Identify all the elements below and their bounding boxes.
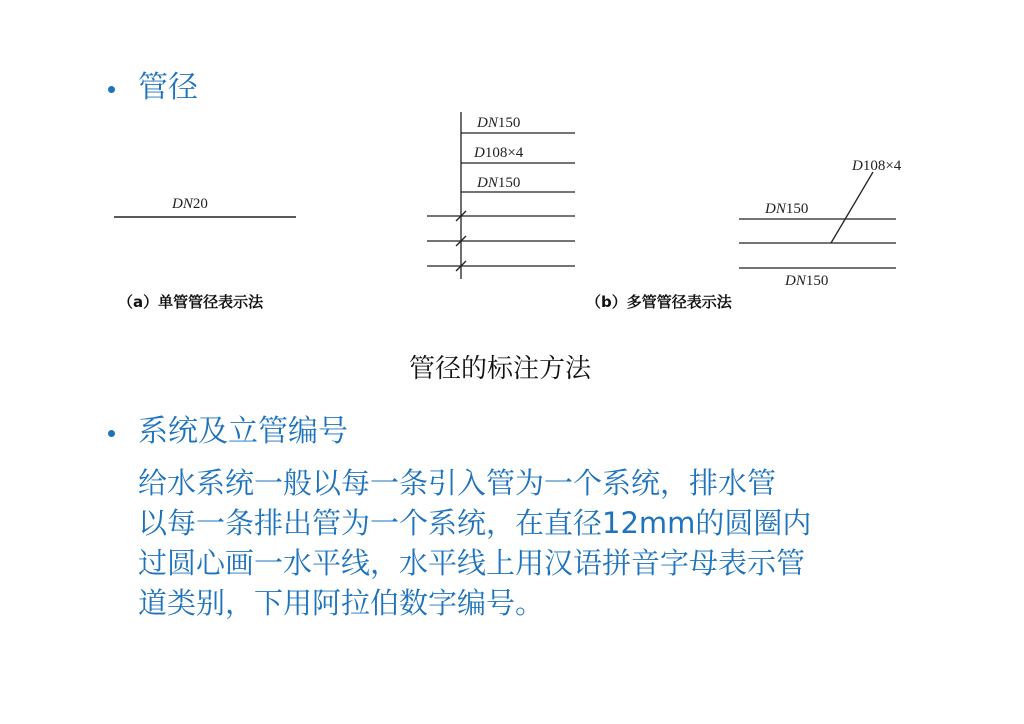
- pipe-diameter-diagram: [0, 0, 1024, 330]
- diagram-caption: 管径的标注方法: [408, 354, 591, 384]
- bullet-icon: [108, 430, 115, 437]
- paragraph-line: 以每一条排出管为一个系统，在直径12mm的圆圈内: [138, 506, 812, 540]
- diagram-c-multi-pipe: [739, 158, 902, 289]
- paragraph-line: 给水系统一般以每一条引入管为一个系统，排水管: [138, 466, 777, 500]
- paragraph-line: 道类别，下用阿拉伯数字编号。: [138, 586, 545, 620]
- leader-diagonal: [831, 172, 873, 243]
- diagram-a-single-pipe: [114, 196, 296, 311]
- pipe-label-b3: DN150: [477, 175, 521, 191]
- pipe-label-a: DN20: [172, 196, 208, 212]
- pipe-label-c-top: D108×4: [852, 158, 902, 174]
- section-heading-pipe-diameter: 管径: [138, 70, 198, 105]
- pipe-label-b1: DN150: [477, 115, 521, 131]
- system-numbering-paragraph: [138, 463, 938, 623]
- section-heading-system-numbering: 系统及立管编号: [138, 414, 348, 449]
- subcaption-b: （b）多管管径表示法: [586, 293, 732, 311]
- pipe-label-c-mid: DN150: [765, 201, 809, 217]
- pipe-label-b2: D108×4: [474, 145, 524, 161]
- diagram-b-multi-pipe: [427, 112, 733, 311]
- pipe-label-c-bot: DN150: [785, 273, 829, 289]
- subcaption-a: （a）单管管径表示法: [118, 293, 264, 311]
- paragraph-line: 过圆心画一水平线，水平线上用汉语拼音字母表示管: [138, 546, 806, 580]
